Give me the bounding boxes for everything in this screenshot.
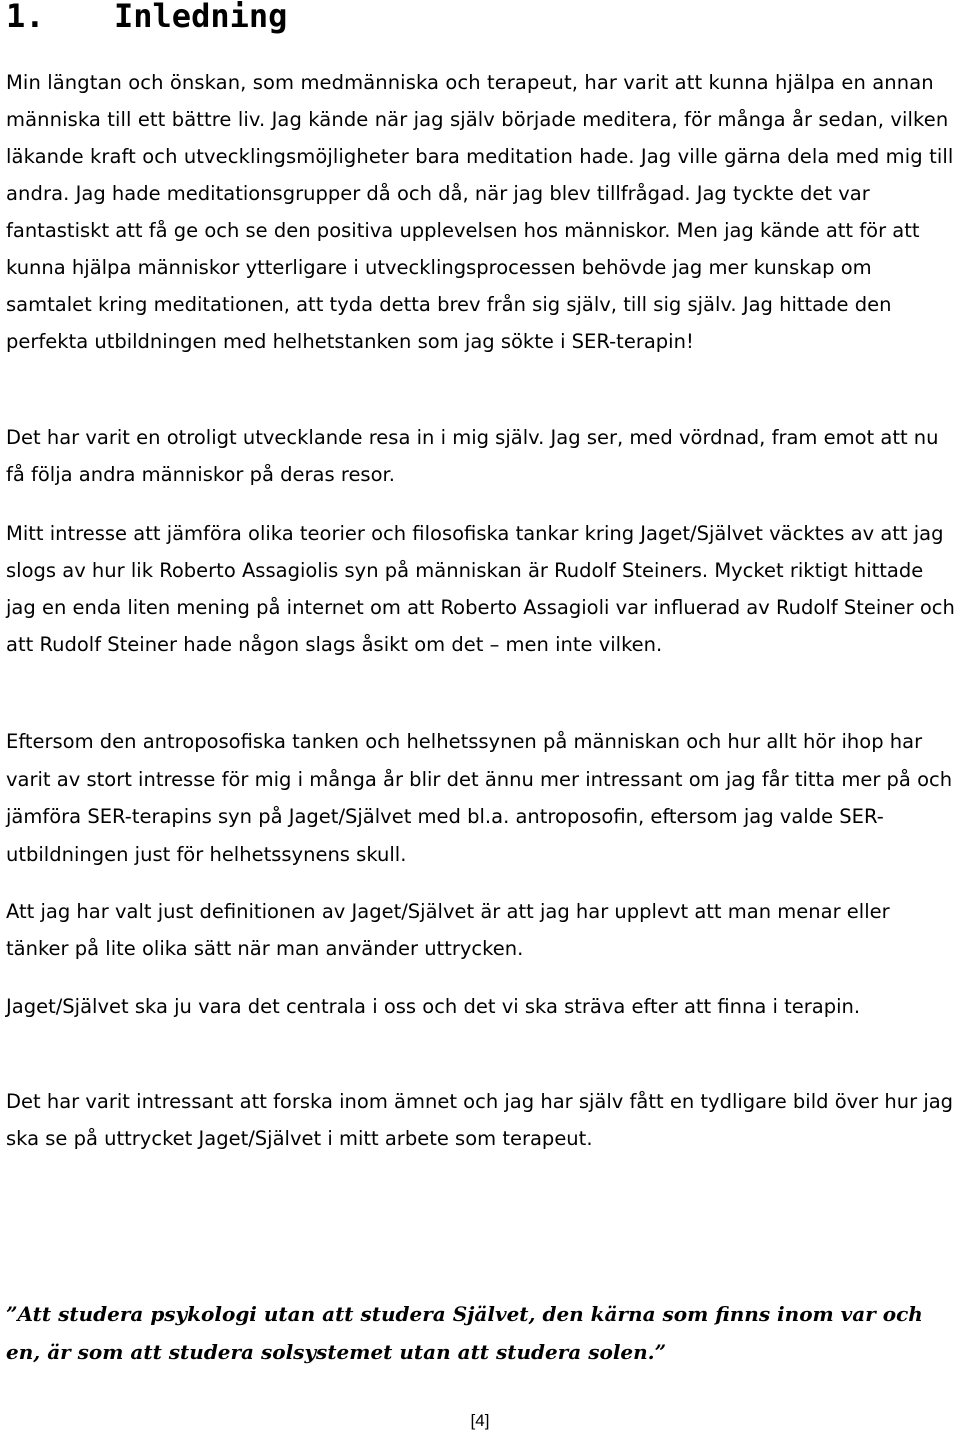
paragraph-anthroposophy: Eftersom den antroposofiska tanken och helhetssynen på människan och hur allt hör ihop har varit av stort intresse för mig i många år blir det ännu mer intressant om jag får titta mer på och jämföra SER-terapins syn på Jaget/Självet med bl.a. antroposofin, eftersom jag valde SER-utbildningen just för helhetssynens skull.: [6, 730, 953, 866]
paragraph-journey: Det har varit en otroligt utvecklande resa in i mig själv. Jag ser, med vördnad, fram emot att nu få följa andra människor på deras resor.: [6, 426, 939, 486]
paragraph-definition: Att jag har valt just definitionen av Jaget/Självet är att jag har upplevt att man menar eller tänker på lite olika sätt när man använder uttrycken.: [6, 900, 890, 960]
intro-text-part-1: Min längtan och önskan, som medmänniska och terapeut, har varit att kunna hjälpa en annan människa till ett bättre liv. Jag kände när jag själv började meditera, för många år sedan, vilken läkande kraft och utvecklingsmöjligheter bara meditation hade. Jag ville gärna dela med mig till andra.: [6, 71, 954, 205]
intro-paragraph: [6, 64, 956, 360]
intro-text-part-2: Jag hade meditationsgrupper då och då, när jag blev tillfrågad. Jag tyckte det var fantastiskt att få ge och se den positiva upplevelsen hos människor. Men jag kände att för att kunna hjälpa människor ytterligare i utvecklingsprocessen behövde jag mer kunskap om samtalet kring meditationen, att tyda detta brev från sig själv, till sig själv. Jag hittade den perfekta utbildningen med helhetstanken som jag sökte i SER-terapin!: [6, 182, 920, 353]
page-number: [4]: [470, 1411, 490, 1430]
heading-number: 1.: [6, 0, 45, 35]
section-heading: [6, 0, 287, 38]
paragraph-interest: Mitt intresse att jämföra olika teorier och filosofiska tankar kring Jaget/Självet väcktes av att jag slogs av hur lik Roberto Assagiolis syn på människan är Rudolf Steiners. Mycket riktigt hittade jag en enda liten mening på internet om att Roberto Assagioli var influerad av Rudolf Steiner och att Rudolf Steiner hade någon slags åsikt om det – men inte vilken.: [6, 522, 955, 656]
heading-title: Inledning: [114, 0, 288, 35]
closing-quote: ”Att studera psykologi utan att studera Självet, den kärna som finns inom var och en, är som att studera solsystemet utan att studera solen.”: [6, 1302, 923, 1364]
paragraph-research: Det har varit intressant att forska inom ämnet och jag har själv fått en tydligare bild över hur jag ska se på uttrycket Jaget/Självet i mitt arbete som terapeut.: [6, 1090, 954, 1150]
paragraph-central-self: Jaget/Självet ska ju vara det centrala i oss och det vi ska sträva efter att finna i terapin.: [6, 995, 861, 1018]
